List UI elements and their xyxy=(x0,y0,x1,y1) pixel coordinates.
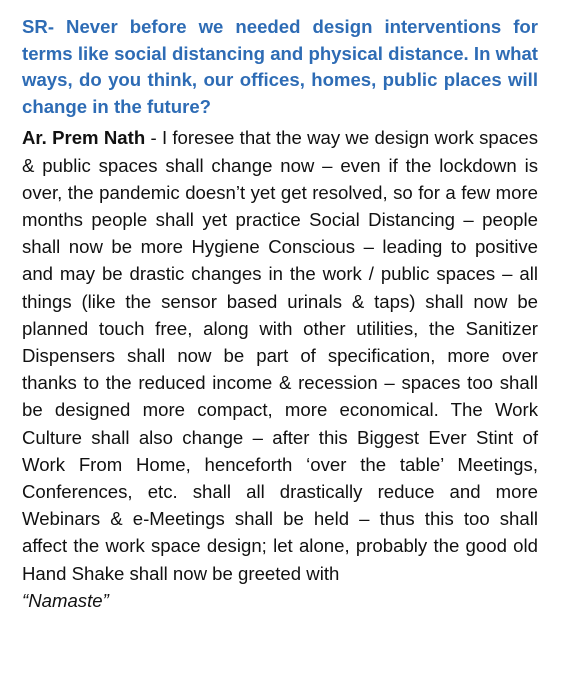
answer-text: I foresee that the way we design work spaces & public spaces shall change now – even if the lockdown is over, the pandemic doesn’t yet get resolved, so for a few more months people shall yet practice Social Distancing – people shall now be more Hygiene Conscious – leading to positive and may be drastic changes in the work / public spaces – all things (like the sensor based urinals & taps) shall now be planned touch free, along with other utilities, the Sanitizer Dispensers shall now be part of specification, more over thanks to the reduced income & recession – spaces too shall be designed more compact, more economical. The Work Culture shall also change – after this Biggest Ever Stint of Work From Home, henceforth ‘over the table’ Meetings, Conferences, etc. shall all drastically reduce and more Webinars & e-Meetings shall be held – thus this too shall affect the work space design; let alone, probably the good old Hand Shake shall now be greeted with xyxy=(22,127,538,584)
speaker-separator: - xyxy=(145,127,162,149)
speaker-name: Ar. Prem Nath xyxy=(22,127,146,149)
interview-answer xyxy=(22,124,538,614)
closing-quote: “Namaste” xyxy=(22,589,109,611)
interview-question: SR- Never before we needed design interventions for terms like social distancing and physical distance. In what ways, do you think, our offices, homes, public places will change in the future? xyxy=(22,16,538,117)
